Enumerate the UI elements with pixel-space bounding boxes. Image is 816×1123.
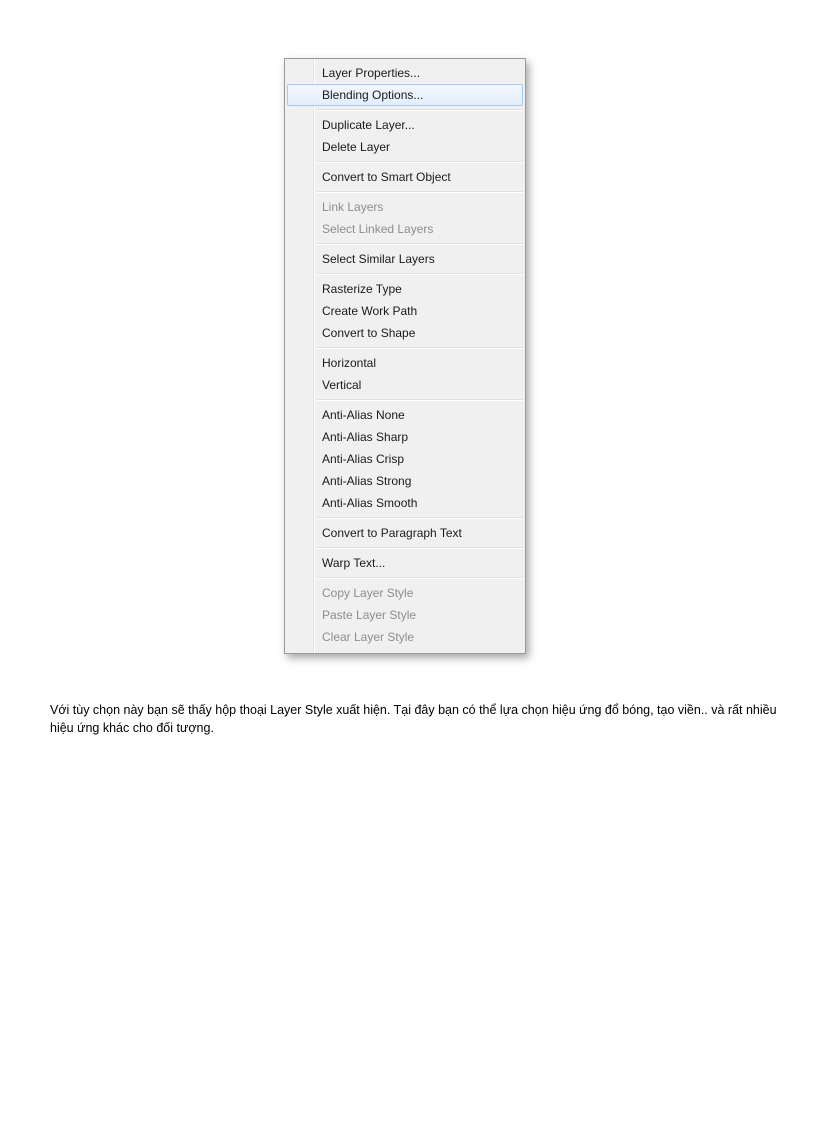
menu-separator (317, 188, 523, 196)
menu-item-convert-to-shape[interactable]: Convert to Shape (322, 326, 416, 340)
caption-paragraph: Với tùy chọn này bạn sẽ thấy hộp thoại Layer Style xuất hiện. Tại đây bạn có thể lựa chọn hiệu ứng đổ bóng, tạo viền.. và rất nhiều hiệu ứng khác cho đối tượng. (50, 702, 777, 735)
menu-item-anti-alias-sharp[interactable]: Anti-Alias Sharp (322, 430, 409, 444)
menu-separator (317, 544, 523, 552)
menu-item-anti-alias-smooth[interactable]: Anti-Alias Smooth (322, 496, 418, 510)
menu-separator (317, 270, 523, 278)
layer-context-menu (285, 59, 525, 653)
menu-item-create-work-path[interactable]: Create Work Path (322, 304, 418, 318)
menu-item-copy-layer-style: Copy Layer Style (322, 586, 414, 600)
menu-separator (317, 240, 523, 248)
menu-separator (317, 106, 523, 114)
menu-item-clear-layer-style: Clear Layer Style (322, 630, 415, 644)
menu-item-paste-layer-style: Paste Layer Style (322, 608, 417, 622)
menu-item-anti-alias-none[interactable]: Anti-Alias None (322, 408, 405, 422)
menu-item-duplicate-layer[interactable]: Duplicate Layer... (322, 118, 415, 132)
menu-separator (317, 344, 523, 352)
menu-item-rasterize-type[interactable]: Rasterize Type (322, 282, 402, 296)
context-menu-screenshot (284, 58, 526, 654)
menu-item-blending-options[interactable]: Blending Options... (287, 84, 523, 106)
menu-item-layer-properties[interactable]: Layer Properties... (322, 66, 421, 80)
menu-separator (317, 396, 523, 404)
menu-item-warp-text[interactable]: Warp Text... (322, 556, 386, 570)
menu-item-delete-layer[interactable]: Delete Layer (322, 140, 391, 154)
menu-item-select-linked-layers: Select Linked Layers (322, 222, 434, 236)
menu-separator (317, 574, 523, 582)
menu-item-link-layers: Link Layers (322, 200, 384, 214)
menu-item-vertical[interactable]: Vertical (322, 378, 362, 392)
menu-separator (317, 158, 523, 166)
menu-item-convert-to-smart-object[interactable]: Convert to Smart Object (322, 170, 451, 184)
menu-item-select-similar-layers[interactable]: Select Similar Layers (322, 252, 435, 266)
menu-item-convert-to-paragraph-text[interactable]: Convert to Paragraph Text (322, 526, 462, 540)
menu-separator (317, 514, 523, 522)
menu-item-horizontal[interactable]: Horizontal (322, 356, 377, 370)
menu-item-anti-alias-strong[interactable]: Anti-Alias Strong (322, 474, 412, 488)
menu-item-anti-alias-crisp[interactable]: Anti-Alias Crisp (322, 452, 405, 466)
